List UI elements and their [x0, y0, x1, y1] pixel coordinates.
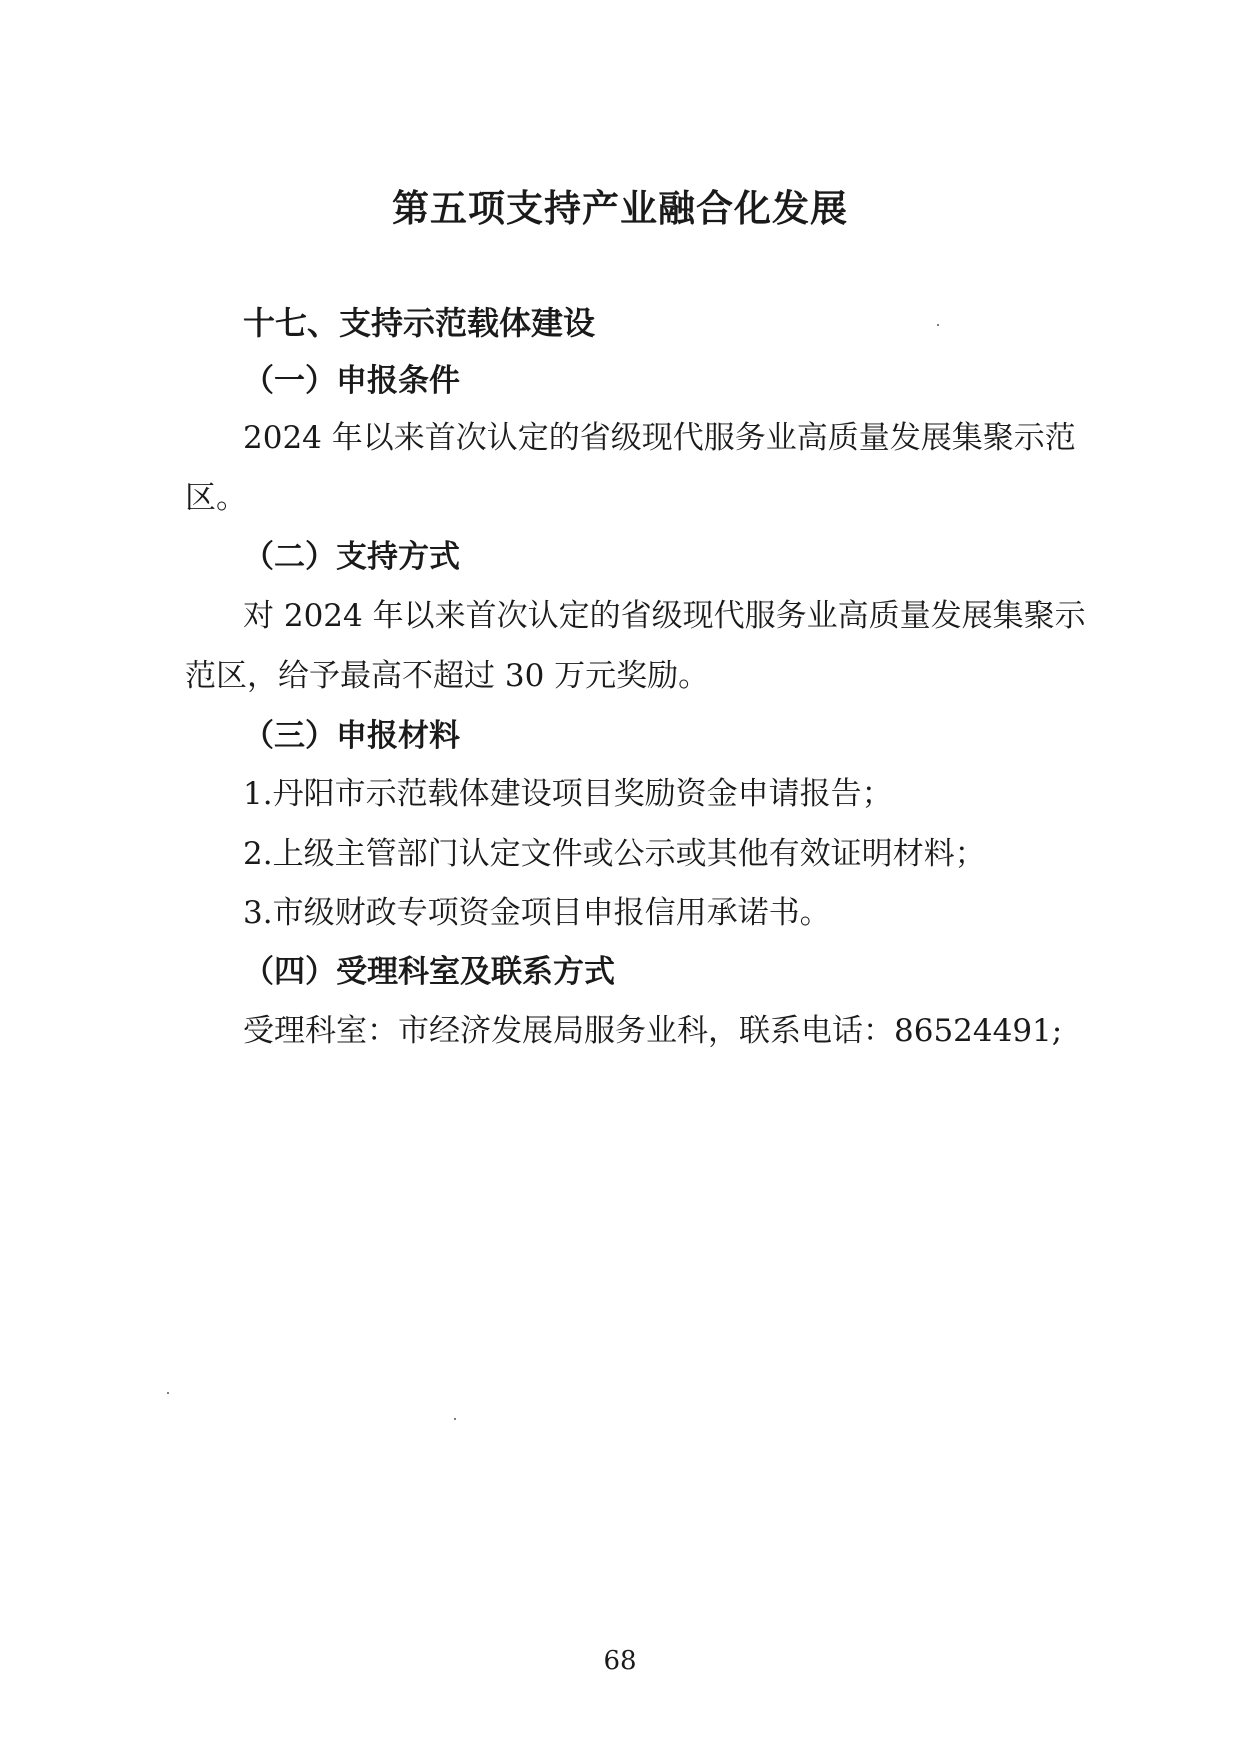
subsection-heading: （三）申报材料 [243, 718, 460, 754]
list-item: 1.丹阳市示范载体建设项目奖励资金申请报告； [243, 776, 893, 812]
list-item: 2.上级主管部门认定文件或公示或其他有效证明材料； [243, 836, 986, 872]
page-title: 第五项支持产业融合化发展 [392, 186, 848, 230]
section-heading: 十七、支持示范载体建设 [243, 304, 596, 342]
scan-speck [454, 1418, 456, 1420]
paragraph-line: 区。 [185, 480, 247, 516]
subsection-heading: （二）支持方式 [243, 539, 460, 575]
contact-line: 受理科室：市经济发展局服务业科，联系电话：86524491; [243, 1013, 1063, 1049]
scan-speck [937, 324, 939, 326]
subsection-heading: （四）受理科室及联系方式 [243, 954, 615, 990]
paragraph-line: 对 2024 年以来首次认定的省级现代服务业高质量发展集聚示 [243, 598, 1086, 634]
subsection-heading: （一）申报条件 [243, 363, 460, 399]
paragraph-line: 2024 年以来首次认定的省级现代服务业高质量发展集聚示范 [243, 420, 1076, 456]
page-number: 68 [603, 1646, 637, 1676]
list-item: 3.市级财政专项资金项目申报信用承诺书。 [243, 895, 831, 931]
scan-speck [167, 1392, 169, 1394]
paragraph-line: 范区，给予最高不超过 30 万元奖励。 [185, 658, 710, 694]
